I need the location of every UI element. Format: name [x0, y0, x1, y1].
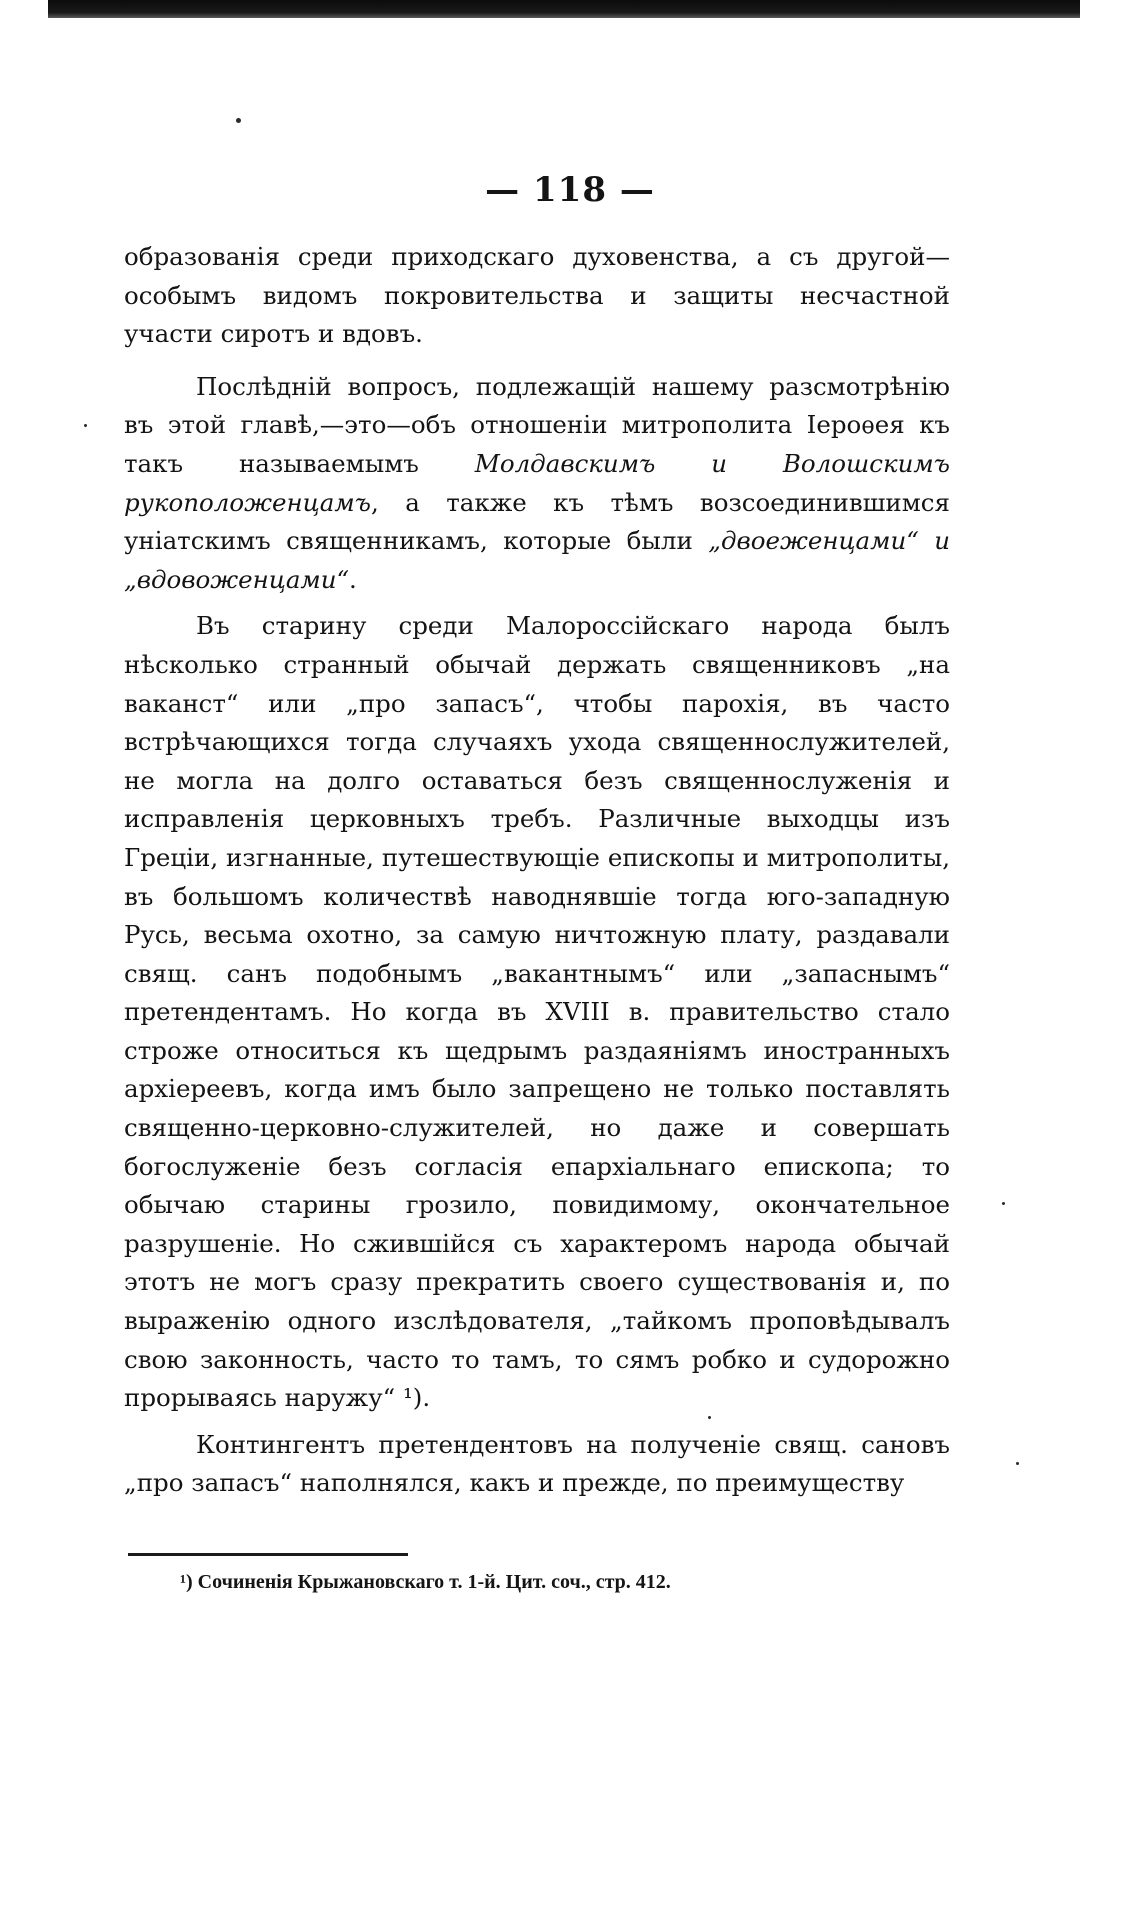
footnote: ¹) Сочиненія Крыжановскаго т. 1-й. Цит. соч., стр. 412.: [180, 1571, 671, 1593]
paragraph: [124, 238, 950, 354]
page-top-border: [48, 0, 1080, 18]
text-run: Въ старину среди Малороссійскаго народа былъ нѣсколько странный обычай держать священниковъ „на ваканст“ или „про запасъ“, чтобы парохія, въ часто встрѣчающихся тогда случаяхъ ухода священнослужителей, не могла на долго оставаться безъ священнослуженія и исправленія церковныхъ требъ. Различные выходцы изъ Греціи, изгнанные, путешествующіе епископы и митрополиты, въ большомъ количествѣ наводнявшіе тогда юго-западную Русь, весьма охотно, за самую ничтожную плату, раздавали свящ. санъ подобнымъ „вакантнымъ“ или „запаснымъ“ претендентамъ. Но когда въ XVIII в. правительство стало строже относиться къ щедрымъ раздаяніямъ иностранныхъ архіереевъ, когда имъ было запрещено не только поставлять священно-церковно-служителей, но даже и совершать богослуженіе безъ согласія епархіальнаго епископа; то обычаю старины грозило, повидимому, окончательное разрушеніе. Но сжившійся съ характеромъ народа обычай этотъ не могъ сразу прекратить своего существованія и, по выраженію одного изслѣдователя, „тайкомъ проповѣдывалъ свою законность, часто то тамъ, то сямъ робко и судорожно прорываясь наружу“ ¹).: [124, 611, 950, 1413]
text-run: , а также къ тѣмъ возсоединившимся уніатскимъ священникамъ, которые были: [124, 487, 950, 556]
footnote-separator: [128, 1553, 408, 1556]
print-speck: [84, 424, 87, 427]
text-run: Контингентъ претендентовъ на полученіе свящ. сановъ „про запасъ“ наполнялся, какъ и прежде, по преимуществу: [124, 1429, 950, 1498]
paragraph: [124, 368, 950, 600]
italic-text-run: „двоеженцами“ и „вдовоженцами“: [124, 526, 950, 594]
italic-text-run: Молдавскимъ и Волошскимъ рукоположенцамъ: [124, 448, 950, 517]
text-run: Послѣдній вопросъ, подлежащій нашему разсмотрѣнію въ этой главѣ,—это—объ отношеніи митрополита Іероѳея къ такъ называемымъ: [124, 371, 950, 478]
text-run: .: [349, 564, 357, 594]
page-number: — 118 —: [485, 170, 655, 210]
print-speck: [1002, 1202, 1005, 1205]
print-speck: [236, 118, 241, 123]
paragraph: [124, 1426, 950, 1503]
text-run: образованія среди приходскаго духовенства, а съ другой—особымъ видомъ покровительства и защиты несчастной участи сиротъ и вдовъ.: [124, 242, 950, 349]
paragraph: [124, 607, 950, 1417]
body-text: [124, 238, 950, 1511]
print-speck: [1016, 1462, 1019, 1465]
